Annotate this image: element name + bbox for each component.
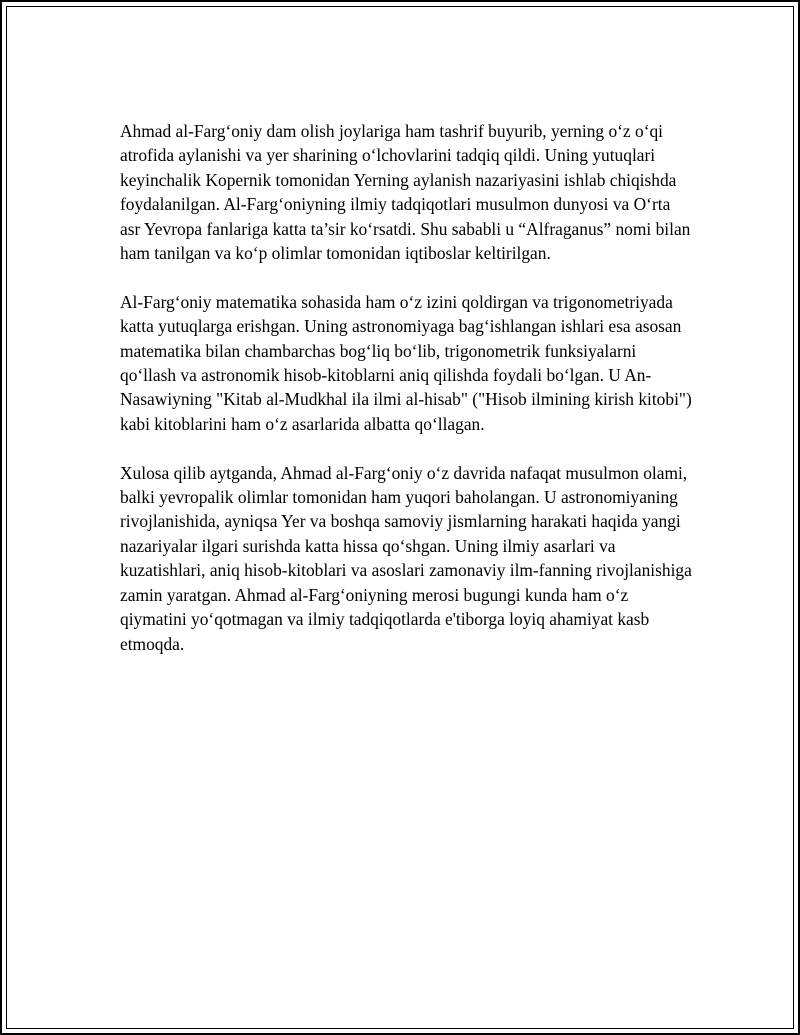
paragraph-3: Xulosa qilib aytganda, Ahmad al-Farg‘oniy o‘z davrida nafaqat musulmon olami, balki yevropalik olimlar tomonidan ham yuqori baholangan. U astronomiyaning rivojlanishida, ayniqsa Yer va boshqa samoviy jismlarning harakati haqida yangi nazariyalar ilgari surishda katta hissa qo‘shgan. Uning ilmiy asarlari va kuzatishlari, aniq hisob-kitoblari va asoslari zamonaviy ilm-fanning rivojlanishiga zamin yaratgan. Ahmad al-Farg‘oniyning merosi bugungi kunda ham o‘z qiymatini yo‘qotmagan va ilmiy tadqiqotlarda e'tiborga loyiq ahamiyat kasb etmoqda. [120,462,692,654]
paragraph-1: Ahmad al-Farg‘oniy dam olish joylariga ham tashrif buyurib, yerning o‘z o‘qi atrofida aylanishi va yer sharining o‘lchovlarini tadqiq qildi. Uning yutuqlari keyinchalik Kopernik tomonidan Yerning aylanish nazariyasini ishlab chiqishda foydalanilgan. Al-Farg‘oniyning ilmiy tadqiqotlari musulmon dunyosi va O‘rta asr Yevropa fanlariga katta ta’sir ko‘rsatdi. Shu sababli u “Alfraganus” nomi bilan ham tanilgan va ko‘p olimlar tomonidan iqtiboslar keltirilgan. [120,121,691,264]
document-body [120,119,692,680]
paragraph-2: Al-Farg‘oniy matematika sohasida ham o‘z izini qoldirgan va trigonometriyada katta yutuqlarga erishgan. Uning astronomiyaga bag‘ishlangan ishlari esa asosan matematika bilan chambarchas bog‘liq bo‘lib, trigonometrik funksiyalarni qo‘llash va astronomik hisob-kitoblarni aniq qilishda foydali bo‘lgan. U An-Nasawiyning "Kitab al-Mudkhal ila ilmi al-hisab" ("Hisob ilmining kirish kitobi") kabi kitoblarini ham o‘z asarlarida albatta qo‘llagan. [120,291,692,434]
